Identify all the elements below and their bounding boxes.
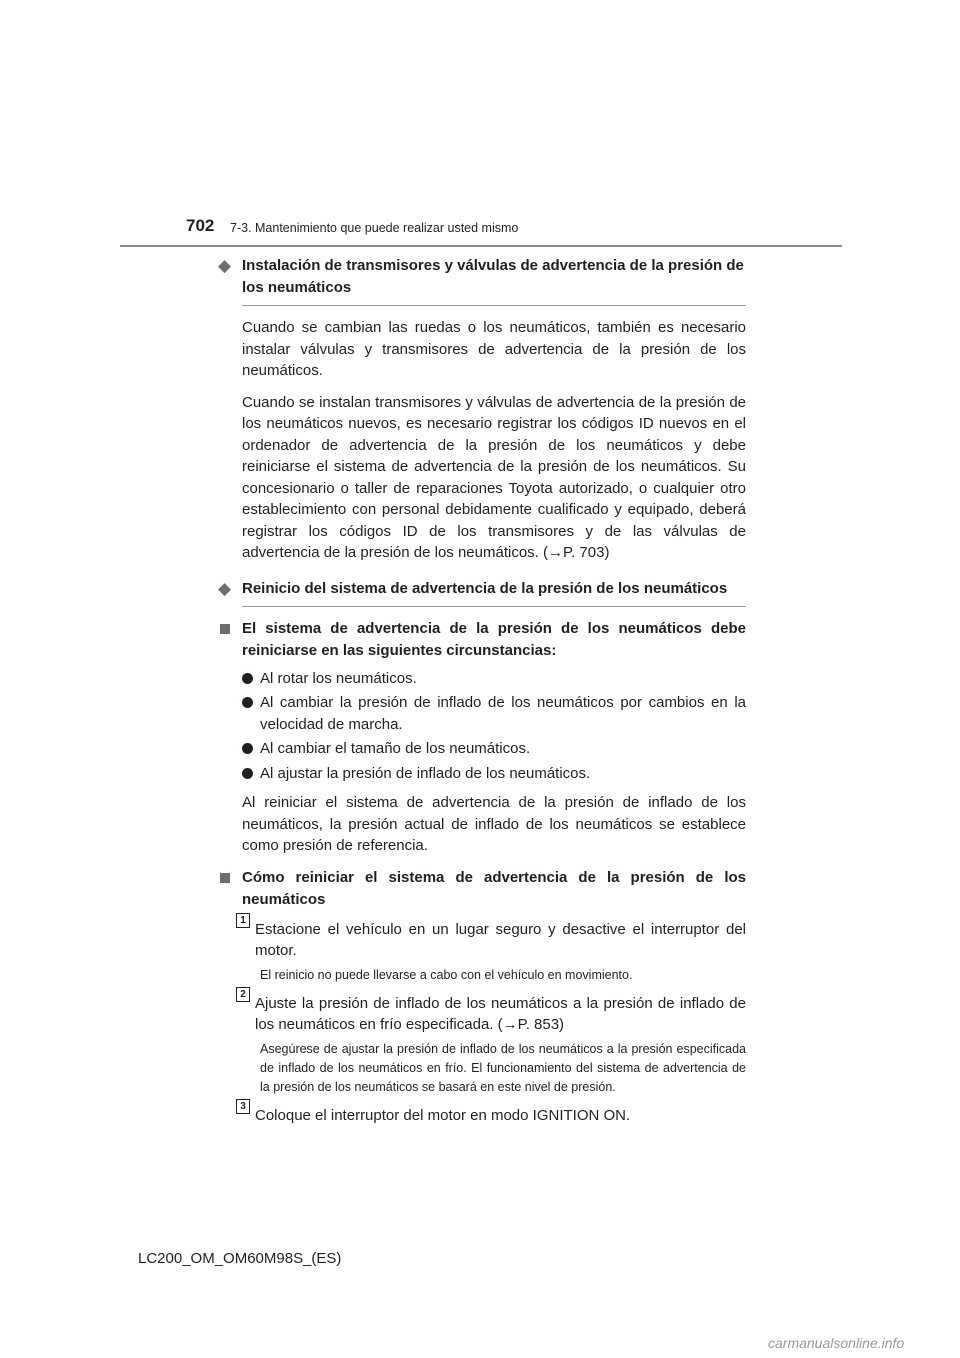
step-3 [240, 1100, 746, 1127]
step-1 [240, 914, 746, 962]
install-heading-text: Instalación de transmisores y válvulas de advertencia de la presión de los neumáticos [242, 257, 744, 296]
subheading-divider [242, 606, 746, 607]
how-heading [218, 867, 746, 911]
watermark: carmanualsonline.info [768, 1335, 905, 1351]
subheading-divider [242, 305, 746, 306]
list-item [242, 738, 746, 760]
list-item [242, 668, 746, 690]
section-header: 7-3. Mantenimiento que puede realizar usted mismo [230, 221, 519, 235]
square-bullet-icon [218, 618, 242, 662]
page-number: 702 [186, 216, 215, 235]
step-number-badge: 1 [236, 913, 250, 928]
list-item [242, 692, 746, 735]
how-heading-text: Cómo reiniciar el sistema de advertencia de la presión de los neumáticos [242, 868, 746, 908]
step-note: Asegúrese de ajustar la presión de inflado de los neumáticos a la presión especificada de inflado de los neumáticos en frío. El funcionamiento del sistema de advertencia de la presión de los neumáticos se basará en este nivel de presión. [260, 1041, 746, 1094]
list-item-text: Al rotar los neumáticos. [260, 669, 417, 687]
bullet-dot-icon [242, 692, 260, 735]
list-item-text: Al ajustar la presión de inflado de los neumáticos. [260, 764, 591, 782]
step-text: Ajuste la presión de inflado de los neumáticos a la presión de inflado de los neumáticos en frío especificada. (→P. 853) [255, 994, 746, 1033]
page-content [218, 255, 746, 1130]
list-item-text: Al cambiar el tamaño de los neumáticos. [260, 740, 531, 757]
circumstances-heading-text: El sistema de advertencia de la presión de los neumáticos debe reiniciarse en las siguientes circunstancias: [242, 619, 746, 659]
square-bullet-icon [218, 867, 242, 911]
install-heading [218, 255, 746, 299]
step-2 [240, 988, 746, 1036]
install-paragraph-1: Cuando se cambian las ruedas o los neumáticos, también es necesario instalar válvulas y transmisores de advertencia de la presión de los neumáticos. [242, 319, 746, 379]
bullet-dot-icon [242, 738, 260, 760]
step-text: Coloque el interruptor del motor en modo IGNITION ON. [255, 1106, 631, 1124]
step-note: El reinicio no puede llevarse a cabo con el vehículo en movimiento. [260, 967, 633, 982]
diamond-icon: ◆ [218, 578, 232, 598]
document-code: LC200_OM_OM60M98S_(ES) [138, 1250, 342, 1267]
list-item [242, 763, 746, 785]
step-text: Estacione el vehículo en un lugar seguro y desactive el interruptor del motor. [255, 920, 746, 959]
diamond-icon: ◆ [218, 256, 232, 275]
reset-heading [218, 578, 746, 600]
circumstances-heading [218, 618, 746, 662]
bullet-dot-icon [242, 763, 260, 785]
bullet-dot-icon [242, 668, 260, 690]
step-number-badge: 2 [236, 987, 250, 1002]
list-item-text: Al cambiar la presión de inflado de los neumáticos por cambios en la velocidad de marcha. [260, 694, 746, 733]
header-divider [120, 245, 842, 247]
install-paragraph-2: Cuando se instalan transmisores y válvulas de advertencia de la presión de los neumáticos nuevos, es necesario registrar los códigos ID nuevos en el ordenador de advertencia de la presión de los neumáticos y debe reiniciarse el sistema de advertencia de la presión de los neumáticos. Su concesionario o taller de reparaciones Toyota autorizado, o cualquier otro establecimiento con personal debidamente cualificado y equipado, deberá registrar los códigos ID de los transmisores y de las válvulas de advertencia de la presión de los neumáticos. (→P. 703) [242, 393, 746, 561]
reset-paragraph: Al reiniciar el sistema de advertencia de la presión de inflado de los neumáticos, la presión actual de inflado de los neumáticos se establece como presión de referencia. [242, 794, 746, 854]
reset-heading-text: Reinicio del sistema de advertencia de la presión de los neumáticos [242, 579, 728, 597]
step-number-badge: 3 [236, 1099, 250, 1114]
